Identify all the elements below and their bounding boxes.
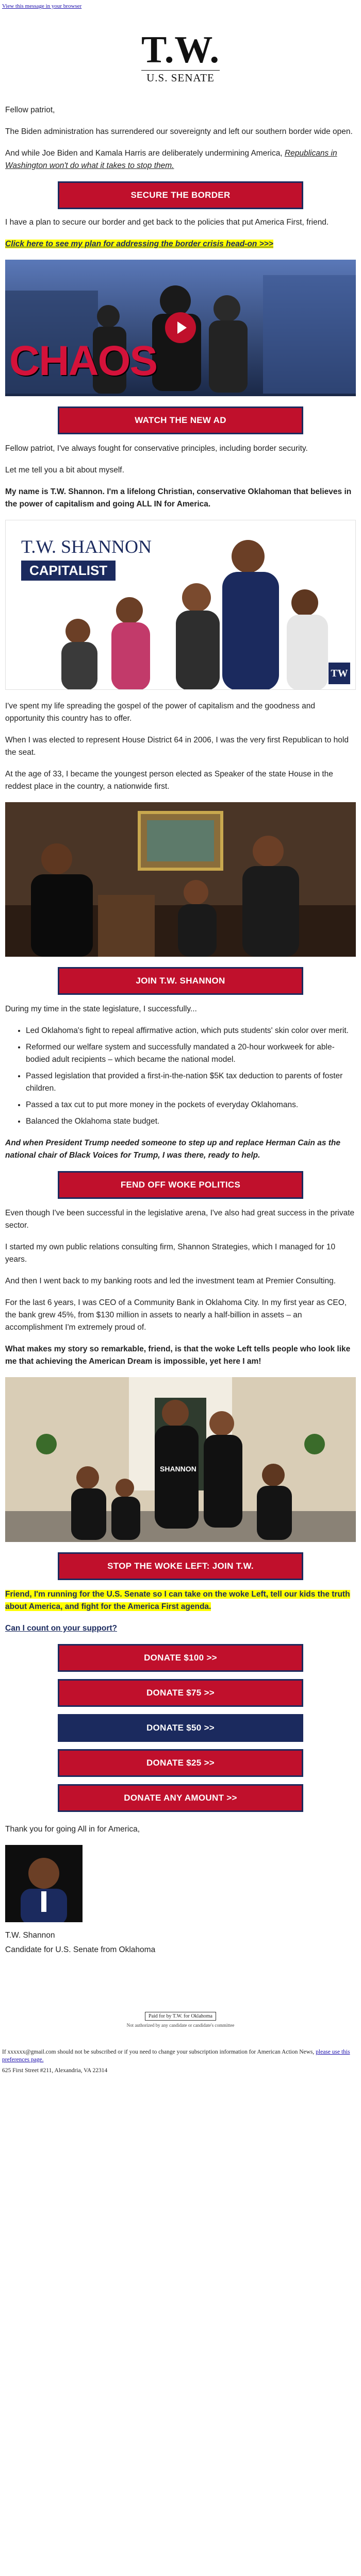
career-paragraph-5: What makes my story so remarkable, friend, is that the woke Left tells people who look like me that achieving the American Dream is impossible, yet here I am!	[5, 1345, 351, 1366]
signature-name: T.W. Shannon	[5, 1931, 55, 1940]
email-body	[5, 30, 356, 2028]
paid-for-box: Paid for by T.W. for Oklahoma	[145, 2012, 216, 2021]
intro-paragraph-1: The Biden administration has surrendered our sovereignty and left our southern border wide open.	[5, 127, 353, 136]
republicans-emphasis: Republicans in Washington won't do what it takes to stop them.	[5, 149, 337, 170]
list-item: • Balanced the Oklahoma state budget.	[26, 1115, 356, 1128]
secure-border-button[interactable]: SECURE THE BORDER	[58, 181, 303, 209]
subscription-notice: If xxxxxx@gmail.com should not be subscribed or if you need to change your subscription information for American Action News, please use this preferences page. 625 First Street #211, Alexandria, VA 22314	[0, 2028, 361, 2075]
authorization-notice: Not authorized by any candidate or candidate's committee	[126, 2023, 235, 2028]
list-item: • Reformed our welfare system and successfully mandated a 20-hour workweek for able-bodied adult recipients – which became the national model.	[26, 1041, 356, 1066]
donate-50-button[interactable]: DONATE $50 >>	[58, 1714, 303, 1742]
footer	[5, 2012, 356, 2028]
career-paragraph-3: And then I went back to my banking roots and led the investment team at Premier Consulting.	[5, 1277, 336, 1285]
swearing-in-scene	[5, 802, 356, 957]
donate-any-amount-button[interactable]: DONATE ANY AMOUNT >>	[58, 1784, 303, 1812]
trump-paragraph: And when President Trump needed someone to step up and replace Herman Cain as the national chair of Black Voices for Trump, I was there, ready to help.	[5, 1139, 340, 1160]
bio-intro-bold: My name is T.W. Shannon. I'm a lifelong Christian, conservative Oklahoman that believes in the power of capitalism and going ALL IN for America.	[5, 487, 352, 509]
headshot-figure	[5, 1845, 83, 1922]
tw-badge: TW	[329, 663, 350, 684]
tw-headshot	[5, 1845, 83, 1922]
family-figures	[6, 520, 356, 690]
bio-paragraph-1: Fellow patriot, I've always fought for conservative principles, including border security.	[5, 444, 308, 453]
bio-paragraph-4: I've spent my life spreading the gospel of the power of capitalism and the goodness and opportunity this country has to offer.	[5, 702, 315, 723]
family-porch-photo	[5, 1377, 356, 1542]
fend-off-woke-button[interactable]: FEND OFF WOKE POLITICS	[58, 1171, 303, 1199]
bio-paragraph-2: Let me tell you a bit about myself.	[5, 466, 124, 474]
signature-title: Candidate for U.S. Senate from Oklahoma	[5, 1945, 156, 1954]
logo-senate: U.S. SENATE	[141, 70, 220, 84]
play-icon[interactable]	[165, 312, 196, 343]
shirt-text: SHANNON	[160, 1465, 196, 1473]
list-item: • Passed legislation that provided a first-in-the-nation $5K tax deduction to parents of foster children.	[26, 1070, 356, 1095]
career-paragraph-1: Even though I've been successful in the legislative arena, I've also had great success in the private sector.	[5, 1209, 355, 1230]
intro-paragraph-3: I have a plan to secure our border and get back to the policies that put America First, friend.	[5, 218, 329, 227]
plan-link-paragraph	[5, 238, 356, 250]
border-plan-link[interactable]: Click here to see my plan for addressing the border crisis head-on >>>	[5, 240, 273, 248]
career-paragraph-4: For the last 6 years, I was CEO of a Community Bank in Oklahoma City. In my first year as CEO, the bank grew 45%, from $130 million in assets to nearly a half-billion in assets – an accomplishment I'm extremely proud of.	[5, 1298, 347, 1332]
swearing-in-photo	[5, 802, 356, 957]
support-link[interactable]: Can I count on your support?	[5, 1624, 117, 1633]
accomplishments-list	[5, 1025, 356, 1128]
watch-ad-button[interactable]: WATCH THE NEW AD	[58, 406, 303, 434]
bio-paragraph-5: When I was elected to represent House District 64 in 2006, I was the very first Republican to hold the seat.	[5, 736, 349, 757]
porch-scene	[5, 1377, 356, 1542]
family-photo-capitalist	[5, 520, 356, 690]
join-tw-shannon-button[interactable]: JOIN T.W. SHANNON	[58, 967, 303, 995]
support-link-paragraph	[5, 1622, 356, 1635]
donate-25-button[interactable]: DONATE $25 >>	[58, 1749, 303, 1777]
tw-logo	[5, 30, 356, 92]
donate-100-button[interactable]: DONATE $100 >>	[58, 1644, 303, 1672]
stop-woke-left-button[interactable]: STOP THE WOKE LEFT: JOIN T.W.	[58, 1552, 303, 1580]
photo-tagline: CAPITALIST	[21, 561, 116, 581]
view-in-browser-link[interactable]: View this message in your browser	[2, 3, 82, 9]
donation-buttons	[5, 1644, 356, 1812]
mailing-address: 625 First Street #211, Alexandria, VA 22314	[2, 2067, 108, 2074]
intro-paragraph-2: And while Joe Biden and Kamala Harris are deliberately undermining America, Republicans in Washington won't do what it takes to stop them.	[5, 149, 337, 170]
greeting: Fellow patriot,	[5, 106, 55, 114]
photo-name: T.W. SHANNON	[21, 536, 152, 557]
senate-run-paragraph: Friend, I'm running for the U.S. Senate so I can take on the woke Left, tell our kids the truth about America, and fight for the America First agenda.	[5, 1590, 350, 1611]
preferences-link[interactable]: please use this preferences page.	[2, 2049, 350, 2063]
donate-75-button[interactable]: DONATE $75 >>	[58, 1679, 303, 1707]
legislature-intro: During my time in the state legislature, I successfully...	[5, 1005, 197, 1013]
bio-paragraph-6: At the age of 33, I became the youngest person elected as Speaker of the state House in the reddest place in the country, a nationwide first.	[5, 770, 333, 791]
thank-you-line: Thank you for going All in for America,	[5, 1825, 140, 1834]
video-title-text: CHAOS	[9, 337, 157, 384]
career-paragraph-2: I started my own public relations consulting firm, Shannon Strategies, which I managed for 10 years.	[5, 1243, 336, 1264]
logo-initials: T.W.	[141, 29, 220, 71]
list-item: • Led Oklahoma's fight to repeal affirmative action, which puts students' skin color over merit.	[26, 1025, 356, 1037]
top-bar	[0, 0, 361, 9]
ad-video-thumbnail[interactable]	[5, 260, 356, 396]
list-item: • Passed a tax cut to put more money in the pockets of everyday Oklahomans.	[26, 1099, 356, 1111]
